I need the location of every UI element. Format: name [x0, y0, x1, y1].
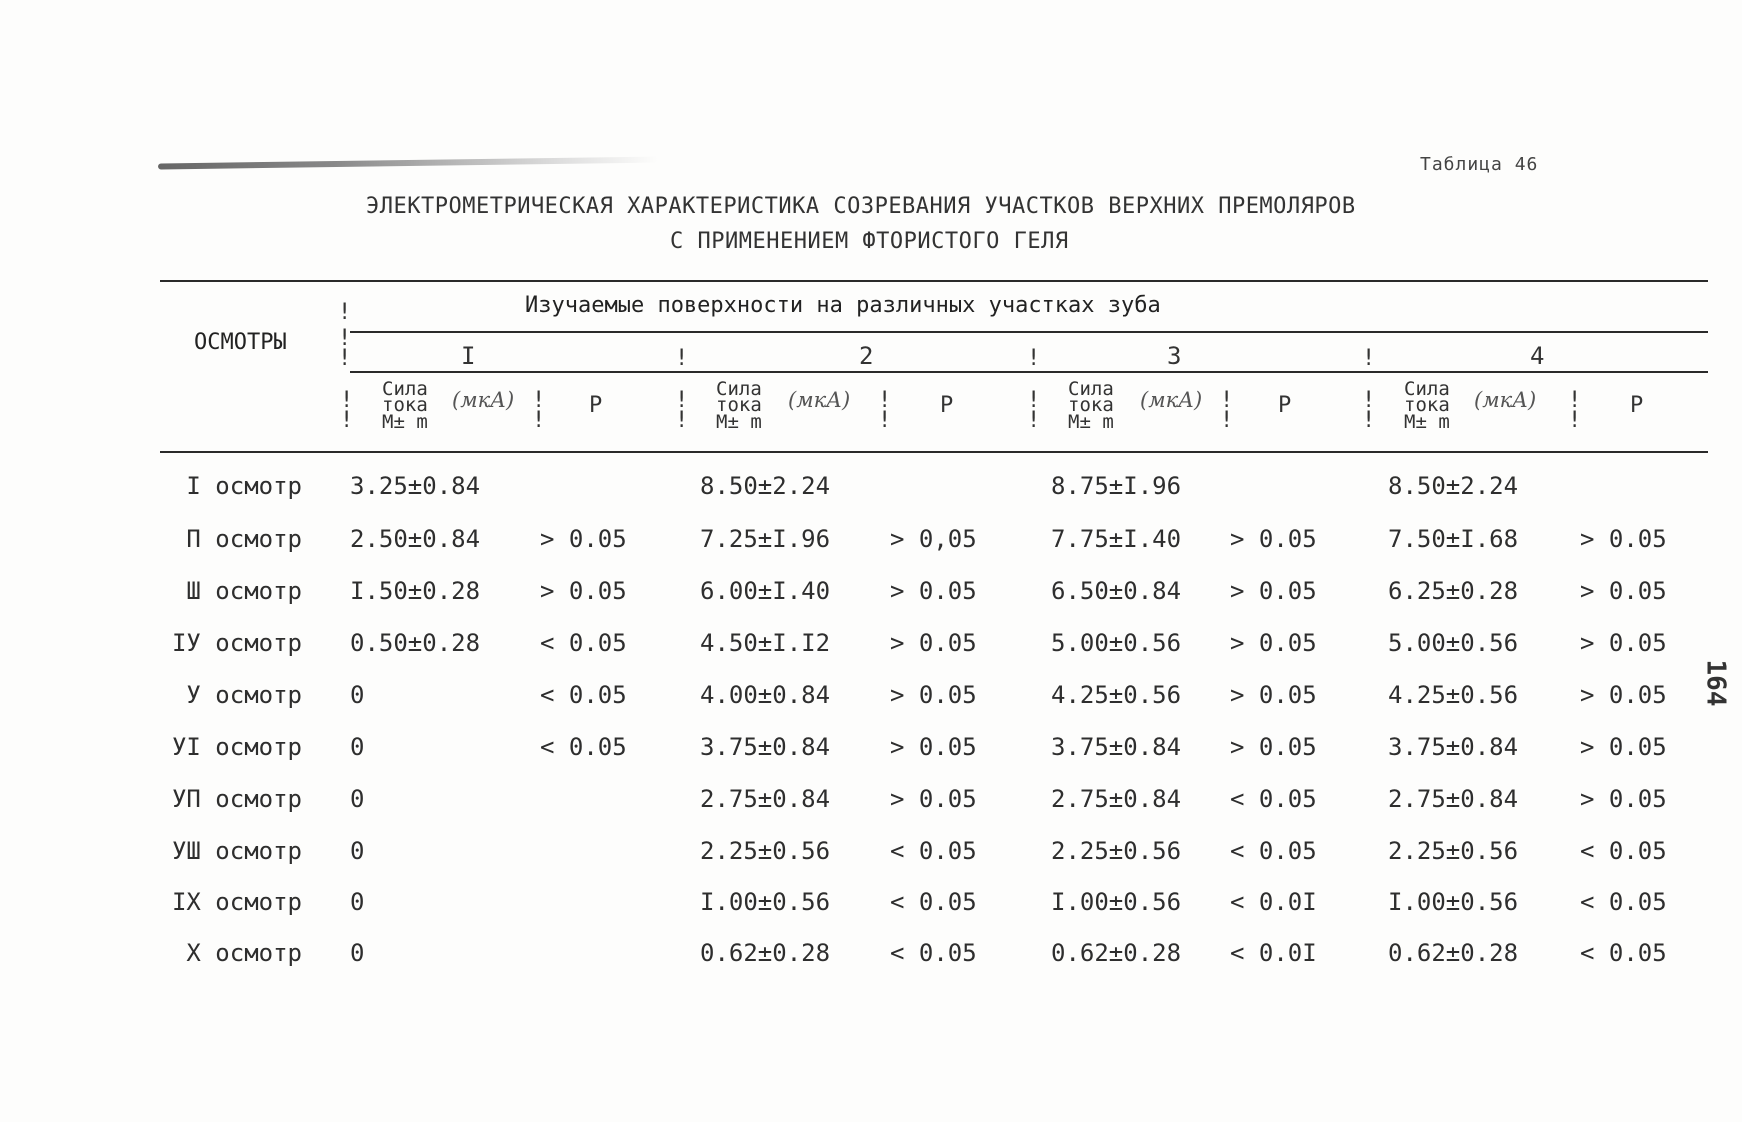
current-value-cell: I.50±0.28: [350, 577, 481, 605]
current-value-cell: 7.50±I.68: [1388, 525, 1519, 553]
header-separator: !: [340, 408, 354, 433]
unit-label-4: (мкА): [1474, 388, 1537, 412]
table-title-line1: ЭЛЕКТРОМЕТРИЧЕСКАЯ ХАРАКТЕРИСТИКА СОЗРЕВАНИЯ УЧАСТКОВ ВЕРХНИХ ПРЕМОЛЯРОВ: [366, 194, 1356, 219]
column-number-3: 3: [1167, 342, 1182, 370]
current-value-cell: 8.75±I.96: [1051, 472, 1182, 500]
mean-error-label-3: М± m: [1068, 411, 1114, 433]
current-value-cell: 8.50±2.24: [1388, 472, 1519, 500]
header-separator: !: [675, 346, 689, 371]
unit-label-2: (мкА): [788, 388, 851, 412]
row-label: П осмотр: [186, 525, 302, 553]
p-value-cell: < 0.05: [1230, 785, 1317, 813]
header-separator: !: [1568, 388, 1582, 413]
current-value-cell: 2.75±0.84: [1388, 785, 1519, 813]
p-value-cell: > 0.05: [1580, 681, 1667, 709]
current-value-cell: I.00±0.56: [700, 888, 831, 916]
row-label: У осмотр: [186, 681, 302, 709]
scan-smear: [158, 157, 658, 170]
p-value-cell: < 0.05: [890, 837, 977, 865]
column-number-4: 4: [1530, 342, 1545, 370]
column-number-2: 2: [859, 342, 874, 370]
header-separator: !: [1362, 408, 1376, 433]
group-header-label: Изучаемые поверхности на различных участках зуба: [525, 293, 1161, 318]
toka-label-4: тока: [1404, 394, 1450, 416]
current-value-cell: 0: [350, 681, 365, 709]
sila-label-2: Сила: [716, 378, 762, 400]
header-separator: !: [1027, 408, 1041, 433]
sila-label-3: Сила: [1068, 378, 1114, 400]
header-separator: !: [532, 388, 546, 413]
mean-error-label-4: М± m: [1404, 411, 1450, 433]
p-value-cell: > 0.05: [890, 785, 977, 813]
header-separator: !: [878, 408, 892, 433]
current-value-cell: 4.25±0.56: [1051, 681, 1182, 709]
p-value-cell: > 0.05: [1230, 577, 1317, 605]
header-separator: !: [675, 388, 689, 413]
current-value-cell: I.00±0.56: [1051, 888, 1182, 916]
header-separator: !: [338, 346, 352, 371]
p-value-cell: < 0.05: [1580, 888, 1667, 916]
current-value-cell: 3.75±0.84: [1051, 733, 1182, 761]
p-value-cell: < 0.05: [540, 733, 627, 761]
p-value-cell: > 0.05: [1230, 525, 1317, 553]
current-value-cell: I.00±0.56: [1388, 888, 1519, 916]
column-number-rule: [350, 371, 1708, 373]
p-value-cell: > 0.05: [1580, 577, 1667, 605]
row-label: IX осмотр: [171, 888, 302, 916]
p-value-cell: > 0.05: [1580, 785, 1667, 813]
current-value-cell: 4.50±I.I2: [700, 629, 831, 657]
current-value-cell: 8.50±2.24: [700, 472, 831, 500]
p-label-2: Р: [940, 393, 954, 418]
header-separator: !: [1027, 388, 1041, 413]
p-value-cell: > 0.05: [890, 629, 977, 657]
p-value-cell: < 0.05: [890, 888, 977, 916]
p-value-cell: > 0.05: [1580, 629, 1667, 657]
row-label: УП осмотр: [171, 785, 302, 813]
row-label: X осмотр: [186, 939, 302, 967]
current-value-cell: 6.00±I.40: [700, 577, 831, 605]
p-value-cell: > 0.05: [890, 577, 977, 605]
current-value-cell: 2.50±0.84: [350, 525, 481, 553]
current-value-cell: 0.62±0.28: [1051, 939, 1182, 967]
current-value-cell: 0: [350, 837, 365, 865]
row-label: I осмотр: [186, 472, 302, 500]
current-value-cell: 5.00±0.56: [1388, 629, 1519, 657]
header-separator: !: [338, 300, 352, 325]
current-value-cell: 7.75±I.40: [1051, 525, 1182, 553]
current-value-cell: 2.25±0.56: [1051, 837, 1182, 865]
p-label-3: Р: [1278, 393, 1292, 418]
unit-label-3: (мкА): [1140, 388, 1203, 412]
current-value-cell: 7.25±I.96: [700, 525, 831, 553]
header-separator: !: [878, 388, 892, 413]
current-value-cell: 0: [350, 939, 365, 967]
sila-label-1: Сила: [382, 378, 428, 400]
header-bottom-rule: [160, 451, 1708, 453]
row-label: УI осмотр: [171, 733, 302, 761]
current-value-cell: 6.25±0.28: [1388, 577, 1519, 605]
current-value-cell: 5.00±0.56: [1051, 629, 1182, 657]
toka-label-3: тока: [1068, 394, 1114, 416]
current-value-cell: 4.00±0.84: [700, 681, 831, 709]
table-top-rule: [160, 280, 1708, 282]
row-label: УШ осмотр: [171, 837, 302, 865]
current-value-cell: 6.50±0.84: [1051, 577, 1182, 605]
p-value-cell: > 0.05: [890, 681, 977, 709]
p-value-cell: > 0.05: [540, 525, 627, 553]
p-value-cell: > 0.05: [1580, 525, 1667, 553]
mean-error-label-2: М± m: [716, 411, 762, 433]
p-value-cell: < 0.0I: [1230, 939, 1317, 967]
current-value-cell: 0: [350, 733, 365, 761]
current-value-cell: 0: [350, 888, 365, 916]
table-number-label: Таблица 46: [1420, 154, 1539, 175]
group-header-rule: [350, 331, 1708, 333]
header-separator: !: [1362, 346, 1376, 371]
p-label-1: Р: [589, 393, 603, 418]
p-value-cell: < 0.05: [540, 629, 627, 657]
header-separator: !: [1027, 346, 1041, 371]
p-value-cell: < 0.0I: [1230, 888, 1317, 916]
p-label-4: Р: [1630, 393, 1644, 418]
p-value-cell: > 0.05: [1230, 733, 1317, 761]
header-separator: !: [1568, 408, 1582, 433]
p-value-cell: > 0.05: [1580, 733, 1667, 761]
current-value-cell: 2.75±0.84: [1051, 785, 1182, 813]
sila-label-4: Сила: [1404, 378, 1450, 400]
p-value-cell: < 0.05: [1580, 939, 1667, 967]
current-value-cell: 0.62±0.28: [1388, 939, 1519, 967]
current-value-cell: 0.50±0.28: [350, 629, 481, 657]
header-separator: !: [338, 326, 352, 351]
page-number: 164: [1700, 659, 1731, 707]
header-separator: !: [340, 388, 354, 413]
unit-label-1: (мкА): [452, 388, 515, 412]
current-value-cell: 0.62±0.28: [700, 939, 831, 967]
p-value-cell: < 0.05: [540, 681, 627, 709]
p-value-cell: > 0.05: [540, 577, 627, 605]
rows-header-label: ОСМОТРЫ: [194, 330, 287, 355]
column-number-1: I: [461, 342, 476, 370]
current-value-cell: 3.25±0.84: [350, 472, 481, 500]
current-value-cell: 3.75±0.84: [1388, 733, 1519, 761]
current-value-cell: 0: [350, 785, 365, 813]
current-value-cell: 4.25±0.56: [1388, 681, 1519, 709]
p-value-cell: > 0.05: [1230, 629, 1317, 657]
mean-error-label-1: М± m: [382, 411, 428, 433]
p-value-cell: < 0.05: [890, 939, 977, 967]
current-value-cell: 2.25±0.56: [1388, 837, 1519, 865]
row-label: Ш осмотр: [186, 577, 302, 605]
toka-label-1: тока: [382, 394, 428, 416]
toka-label-2: тока: [716, 394, 762, 416]
p-value-cell: < 0.05: [1580, 837, 1667, 865]
row-label: IУ осмотр: [171, 629, 302, 657]
p-value-cell: > 0.05: [890, 733, 977, 761]
current-value-cell: 2.75±0.84: [700, 785, 831, 813]
header-separator: !: [1220, 388, 1234, 413]
current-value-cell: 3.75±0.84: [700, 733, 831, 761]
p-value-cell: > 0,05: [890, 525, 977, 553]
header-separator: !: [532, 408, 546, 433]
p-value-cell: > 0.05: [1230, 681, 1317, 709]
table-title-line2: С ПРИМЕНЕНИЕМ ФТОРИСТОГО ГЕЛЯ: [670, 229, 1069, 254]
header-separator: !: [1362, 388, 1376, 413]
p-value-cell: < 0.05: [1230, 837, 1317, 865]
header-separator: !: [675, 408, 689, 433]
header-separator: !: [1220, 408, 1234, 433]
current-value-cell: 2.25±0.56: [700, 837, 831, 865]
